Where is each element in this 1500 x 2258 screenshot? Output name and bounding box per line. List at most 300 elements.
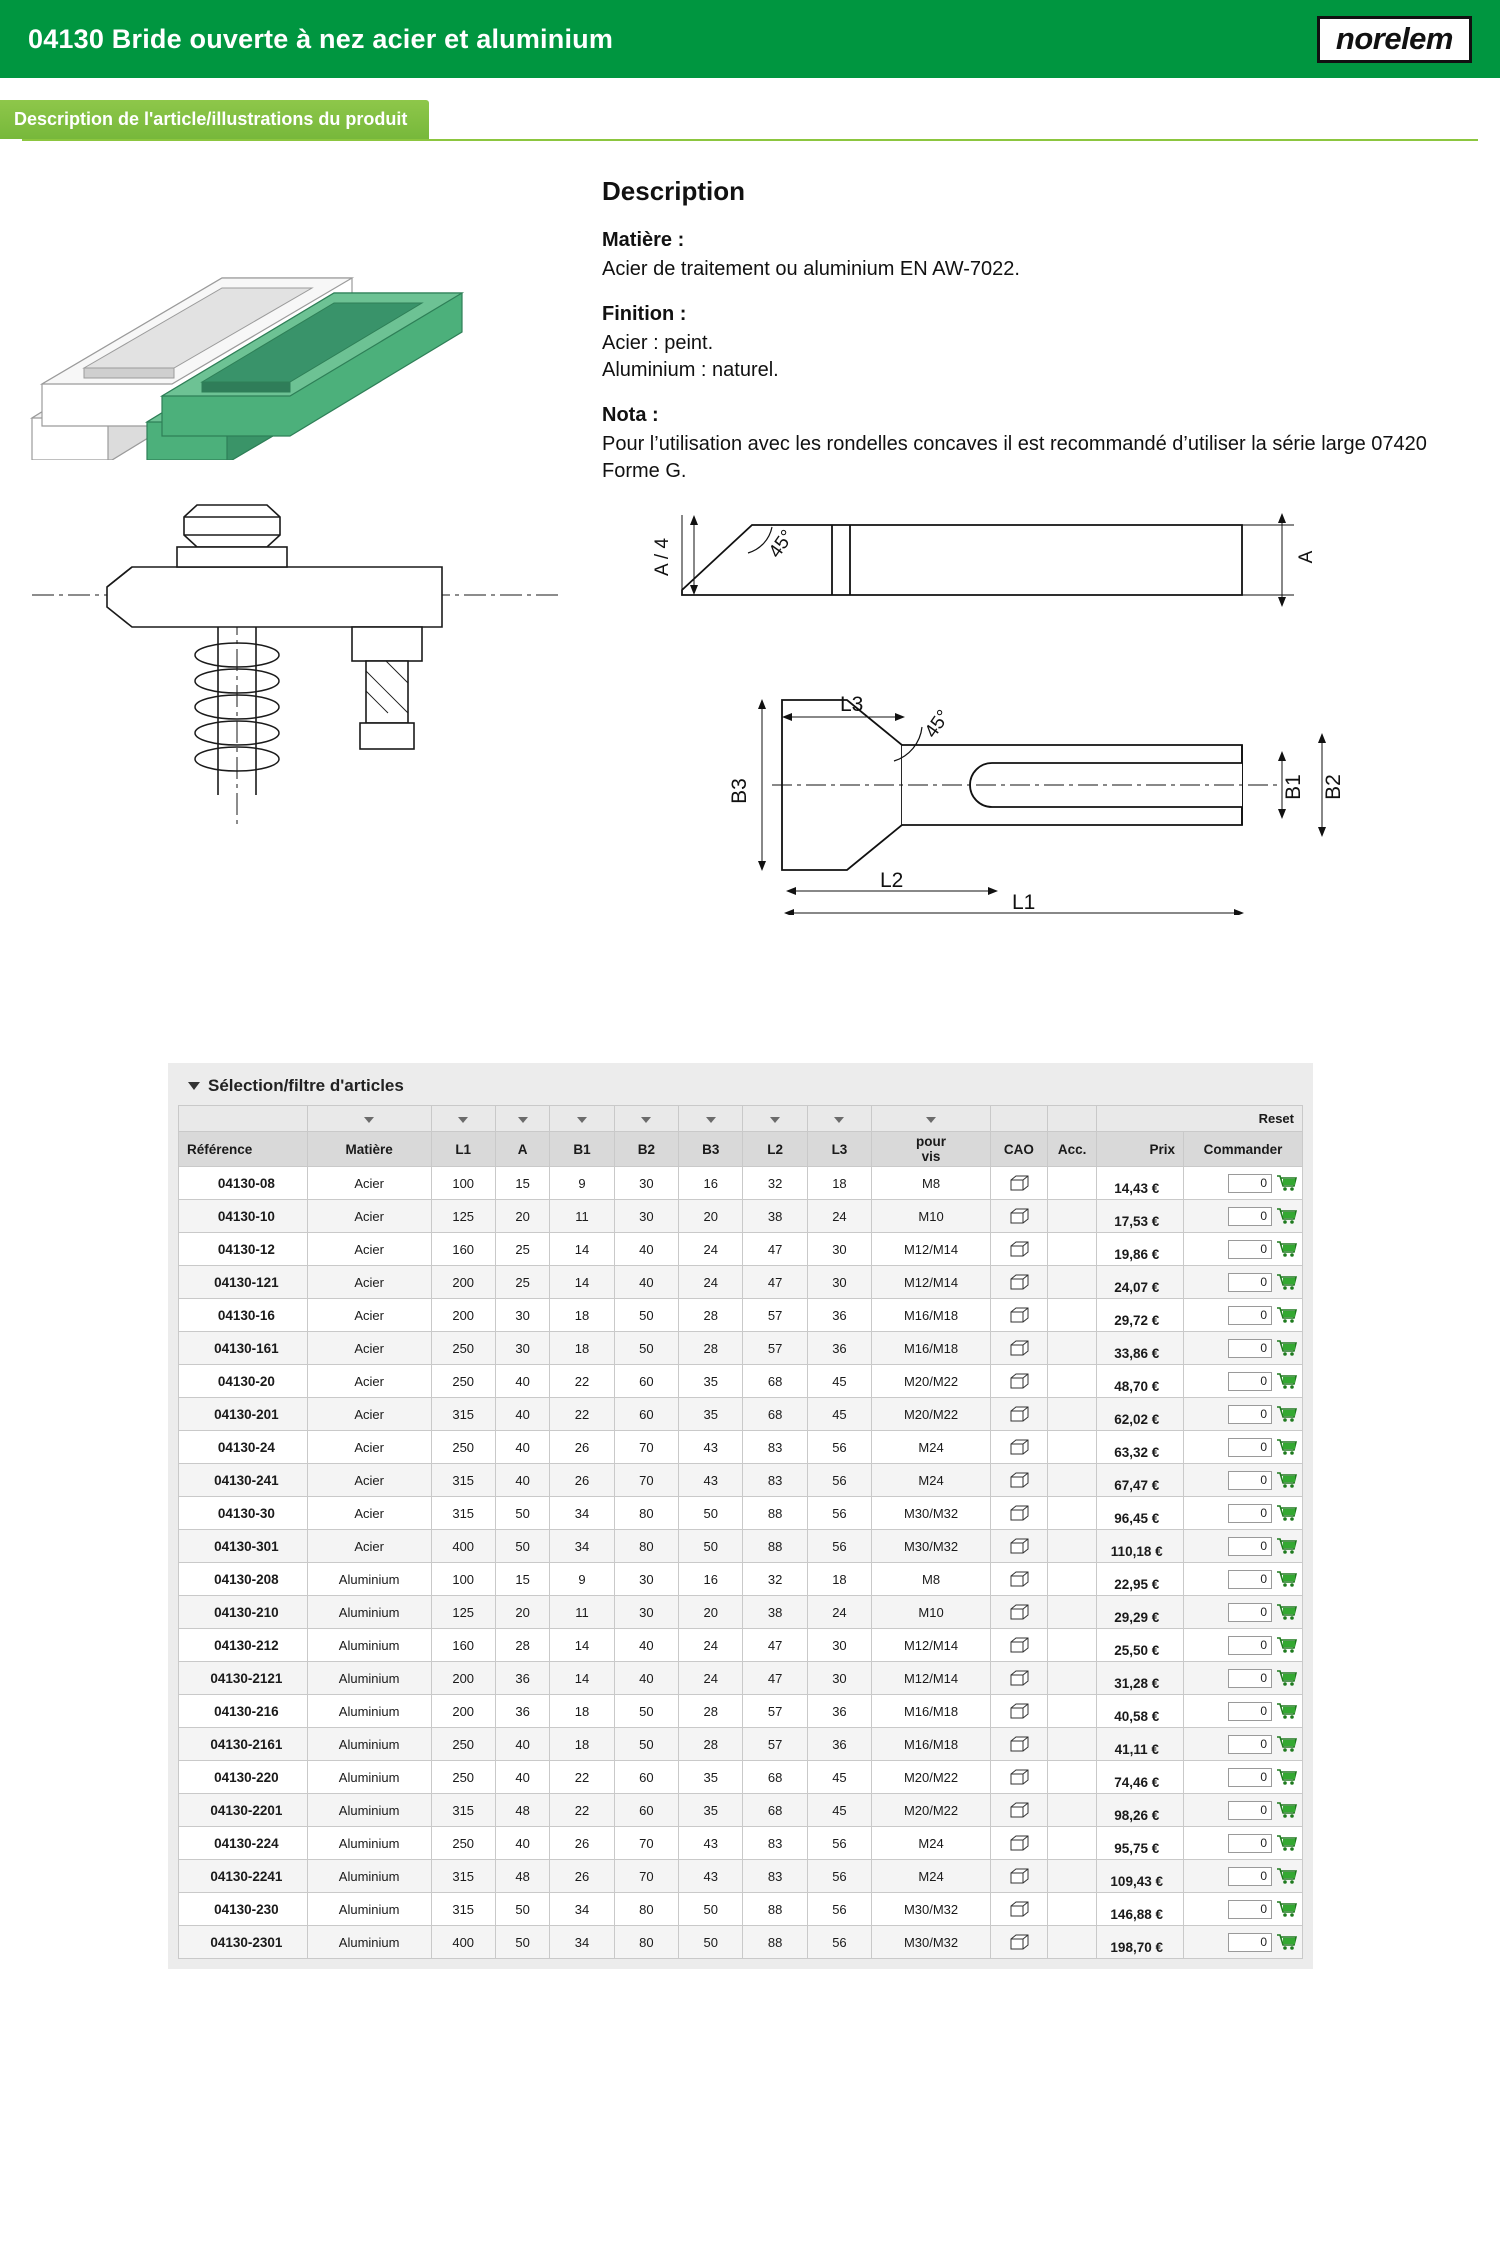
cell-pour-vis: M20/M22: [872, 1398, 991, 1431]
table-row: [179, 1530, 1303, 1563]
quantity-input[interactable]: [1228, 1768, 1272, 1787]
cell-l2: 68: [743, 1398, 807, 1431]
quantity-input[interactable]: [1228, 1834, 1272, 1853]
add-to-cart-icon[interactable]: [1276, 1933, 1298, 1952]
cell-l1: 100: [431, 1563, 495, 1596]
article-selection-panel: [168, 1063, 1313, 1969]
cell-reference[interactable]: 04130-12: [179, 1233, 308, 1266]
filter-header[interactable]: [178, 1071, 1303, 1105]
filter-reference[interactable]: [179, 1106, 308, 1132]
add-to-cart-icon[interactable]: [1276, 1471, 1298, 1490]
cell-b3: 20: [679, 1200, 743, 1233]
cell-price: 41,11 €: [1097, 1728, 1184, 1761]
cell-l2: 68: [743, 1365, 807, 1398]
chevron-down-icon[interactable]: [364, 1117, 374, 1123]
cell-b1: 18: [550, 1299, 614, 1332]
quantity-input[interactable]: [1228, 1405, 1272, 1424]
finition-label: Finition :: [602, 303, 687, 325]
description-block: [582, 160, 1478, 485]
chevron-down-icon[interactable]: [458, 1117, 468, 1123]
col-header-l3[interactable]: L3: [807, 1132, 871, 1167]
add-to-cart-icon[interactable]: [1276, 1768, 1298, 1787]
add-to-cart-icon[interactable]: [1276, 1174, 1298, 1193]
add-to-cart-icon[interactable]: [1276, 1570, 1298, 1589]
cell-order[interactable]: [1184, 1398, 1303, 1431]
cell-order[interactable]: [1184, 1563, 1303, 1596]
cell-price: 24,07 €: [1097, 1266, 1184, 1299]
cell-b1: 14: [550, 1233, 614, 1266]
cell-reference[interactable]: 04130-216: [179, 1695, 308, 1728]
cell-accessories[interactable]: [1047, 1794, 1097, 1827]
cell-pour-vis: M12/M14: [872, 1629, 991, 1662]
cell-b2: 70: [614, 1464, 678, 1497]
cell-accessories[interactable]: [1047, 1728, 1097, 1761]
cell-accessories[interactable]: [1047, 1266, 1097, 1299]
cell-b2: 30: [614, 1563, 678, 1596]
cell-b3: 16: [679, 1563, 743, 1596]
cell-reference[interactable]: 04130-08: [179, 1167, 308, 1200]
quantity-input[interactable]: [1228, 1273, 1272, 1292]
cell-accessories[interactable]: [1047, 1200, 1097, 1233]
cell-reference[interactable]: 04130-161: [179, 1332, 308, 1365]
cell-accessories[interactable]: [1047, 1464, 1097, 1497]
cell-matiere: Acier: [307, 1530, 431, 1563]
cell-reference[interactable]: 04130-2161: [179, 1728, 308, 1761]
cao-download-icon[interactable]: [990, 1728, 1047, 1761]
cell-pour-vis: M10: [872, 1596, 991, 1629]
cao-download-icon[interactable]: [990, 1233, 1047, 1266]
add-to-cart-icon[interactable]: [1276, 1438, 1298, 1457]
cell-accessories[interactable]: [1047, 1596, 1097, 1629]
cell-l3: 56: [807, 1893, 871, 1926]
filter-l2[interactable]: [743, 1106, 807, 1132]
table-row: [179, 1464, 1303, 1497]
cell-l3: 24: [807, 1596, 871, 1629]
chevron-down-icon[interactable]: [518, 1117, 528, 1123]
chevron-down-icon[interactable]: [641, 1117, 651, 1123]
cell-reference[interactable]: 04130-220: [179, 1761, 308, 1794]
cao-download-icon[interactable]: [990, 1629, 1047, 1662]
cell-accessories[interactable]: [1047, 1332, 1097, 1365]
cell-l1: 315: [431, 1497, 495, 1530]
add-to-cart-icon[interactable]: [1276, 1735, 1298, 1754]
quantity-input[interactable]: [1228, 1636, 1272, 1655]
cell-order[interactable]: [1184, 1266, 1303, 1299]
cell-order[interactable]: [1184, 1530, 1303, 1563]
cao-download-icon[interactable]: [990, 1497, 1047, 1530]
norelem-logo: [1317, 16, 1472, 63]
cell-b3: 16: [679, 1167, 743, 1200]
col-header-b1[interactable]: B1: [550, 1132, 614, 1167]
cao-download-icon[interactable]: [990, 1761, 1047, 1794]
filter-l3[interactable]: [807, 1106, 871, 1132]
cell-order[interactable]: [1184, 1497, 1303, 1530]
cell-a: 40: [495, 1728, 549, 1761]
add-to-cart-icon[interactable]: [1276, 1504, 1298, 1523]
cell-b3: 35: [679, 1761, 743, 1794]
cell-b2: 60: [614, 1761, 678, 1794]
cell-order[interactable]: [1184, 1200, 1303, 1233]
cell-a: 25: [495, 1266, 549, 1299]
cell-order[interactable]: [1184, 1299, 1303, 1332]
add-to-cart-icon[interactable]: [1276, 1834, 1298, 1853]
quantity-input[interactable]: [1228, 1933, 1272, 1952]
filter-b3[interactable]: [679, 1106, 743, 1132]
cao-download-icon[interactable]: [990, 1794, 1047, 1827]
cell-accessories[interactable]: [1047, 1530, 1097, 1563]
cell-b1: 34: [550, 1893, 614, 1926]
cell-reference[interactable]: 04130-2201: [179, 1794, 308, 1827]
cell-accessories[interactable]: [1047, 1695, 1097, 1728]
cell-price: 63,32 €: [1097, 1431, 1184, 1464]
col-header-acc[interactable]: Acc.: [1047, 1132, 1097, 1167]
table-row: [179, 1629, 1303, 1662]
cell-l2: 57: [743, 1332, 807, 1365]
label-l3: L3: [840, 693, 864, 716]
cell-b2: 50: [614, 1728, 678, 1761]
cell-l3: 56: [807, 1530, 871, 1563]
cell-order[interactable]: [1184, 1596, 1303, 1629]
cell-b2: 50: [614, 1695, 678, 1728]
cell-l2: 57: [743, 1299, 807, 1332]
add-to-cart-icon[interactable]: [1276, 1603, 1298, 1622]
cell-reference[interactable]: 04130-2121: [179, 1662, 308, 1695]
cell-b1: 14: [550, 1629, 614, 1662]
filter-pour-vis[interactable]: [872, 1106, 991, 1132]
quantity-input[interactable]: [1228, 1603, 1272, 1622]
cao-download-icon[interactable]: [990, 1662, 1047, 1695]
cell-l1: 125: [431, 1596, 495, 1629]
cell-order[interactable]: [1184, 1629, 1303, 1662]
cell-matiere: Acier: [307, 1299, 431, 1332]
cell-reference[interactable]: 04130-2241: [179, 1860, 308, 1893]
cell-order[interactable]: [1184, 1695, 1303, 1728]
cell-price: 198,70 €: [1097, 1926, 1184, 1959]
col-header-matiere[interactable]: Matière: [307, 1132, 431, 1167]
cell-b3: 35: [679, 1794, 743, 1827]
cell-l3: 30: [807, 1662, 871, 1695]
add-to-cart-icon[interactable]: [1276, 1702, 1298, 1721]
cell-l2: 88: [743, 1926, 807, 1959]
cell-accessories[interactable]: [1047, 1827, 1097, 1860]
chevron-down-icon[interactable]: [770, 1117, 780, 1123]
label-b3: B3: [728, 778, 751, 804]
cell-l2: 38: [743, 1596, 807, 1629]
quantity-input[interactable]: [1228, 1306, 1272, 1325]
cell-b2: 50: [614, 1299, 678, 1332]
add-to-cart-icon[interactable]: [1276, 1900, 1298, 1919]
cell-accessories[interactable]: [1047, 1926, 1097, 1959]
cell-accessories[interactable]: [1047, 1167, 1097, 1200]
cell-price: 29,72 €: [1097, 1299, 1184, 1332]
cell-b2: 30: [614, 1596, 678, 1629]
cell-order[interactable]: [1184, 1464, 1303, 1497]
cell-b1: 22: [550, 1365, 614, 1398]
cell-reference[interactable]: 04130-2301: [179, 1926, 308, 1959]
cao-download-icon[interactable]: [990, 1431, 1047, 1464]
quantity-input[interactable]: [1228, 1702, 1272, 1721]
add-to-cart-icon[interactable]: [1276, 1207, 1298, 1226]
cell-b2: 40: [614, 1629, 678, 1662]
table-row: [179, 1860, 1303, 1893]
nota-text: Pour l’utilisation avec les rondelles concaves il est recommandé d’utiliser la série large 07420 Forme G.: [602, 433, 1427, 482]
col-header-prix[interactable]: Prix: [1097, 1132, 1184, 1167]
cell-reference[interactable]: 04130-224: [179, 1827, 308, 1860]
quantity-input[interactable]: [1228, 1735, 1272, 1754]
cell-l1: 160: [431, 1233, 495, 1266]
cell-price: 110,18 €: [1097, 1530, 1184, 1563]
cell-reference[interactable]: 04130-201: [179, 1398, 308, 1431]
cell-l1: 315: [431, 1860, 495, 1893]
cao-download-icon[interactable]: [990, 1860, 1047, 1893]
cell-l2: 68: [743, 1794, 807, 1827]
cell-l3: 36: [807, 1728, 871, 1761]
product-illustration-svg: [22, 160, 562, 460]
cell-l1: 200: [431, 1299, 495, 1332]
cell-order[interactable]: [1184, 1233, 1303, 1266]
cell-accessories[interactable]: [1047, 1497, 1097, 1530]
cell-pour-vis: M12/M14: [872, 1233, 991, 1266]
cell-a: 40: [495, 1761, 549, 1794]
cell-order[interactable]: [1184, 1167, 1303, 1200]
cao-download-icon[interactable]: [990, 1530, 1047, 1563]
cell-pour-vis: M20/M22: [872, 1761, 991, 1794]
cell-b1: 34: [550, 1926, 614, 1959]
cell-reference[interactable]: 04130-24: [179, 1431, 308, 1464]
filter-a[interactable]: [495, 1106, 549, 1132]
table-row: [179, 1926, 1303, 1959]
cell-l3: 24: [807, 1200, 871, 1233]
cell-reference[interactable]: 04130-16: [179, 1299, 308, 1332]
cell-reference[interactable]: 04130-212: [179, 1629, 308, 1662]
description-title: Description: [602, 176, 746, 206]
col-header-b3[interactable]: B3: [679, 1132, 743, 1167]
cell-b3: 35: [679, 1365, 743, 1398]
cell-l1: 315: [431, 1464, 495, 1497]
cell-a: 48: [495, 1794, 549, 1827]
product-photo: [22, 160, 582, 460]
cell-order[interactable]: [1184, 1728, 1303, 1761]
chevron-down-icon[interactable]: [926, 1117, 936, 1123]
chevron-down-icon[interactable]: [834, 1117, 844, 1123]
cell-l1: 100: [431, 1167, 495, 1200]
cell-order[interactable]: [1184, 1662, 1303, 1695]
filter-l1[interactable]: [431, 1106, 495, 1132]
nota-label: Nota :: [602, 404, 659, 426]
cell-order[interactable]: [1184, 1860, 1303, 1893]
cell-b3: 43: [679, 1827, 743, 1860]
collapse-triangle-icon[interactable]: [188, 1082, 200, 1090]
cell-matiere: Aluminium: [307, 1728, 431, 1761]
add-to-cart-icon[interactable]: [1276, 1636, 1298, 1655]
cao-download-icon[interactable]: [990, 1596, 1047, 1629]
col-header-l1[interactable]: L1: [431, 1132, 495, 1167]
quantity-input[interactable]: [1228, 1471, 1272, 1490]
cell-l2: 47: [743, 1233, 807, 1266]
cell-reference[interactable]: 04130-210: [179, 1596, 308, 1629]
cell-b1: 26: [550, 1860, 614, 1893]
cell-l3: 30: [807, 1233, 871, 1266]
cao-download-icon[interactable]: [990, 1695, 1047, 1728]
quantity-input[interactable]: [1228, 1537, 1272, 1556]
cell-reference[interactable]: 04130-20: [179, 1365, 308, 1398]
add-to-cart-icon[interactable]: [1276, 1240, 1298, 1259]
cell-reference[interactable]: 04130-301: [179, 1530, 308, 1563]
quantity-input[interactable]: [1228, 1174, 1272, 1193]
table-row: [179, 1794, 1303, 1827]
cell-b1: 18: [550, 1695, 614, 1728]
add-to-cart-icon[interactable]: [1276, 1306, 1298, 1325]
quantity-input[interactable]: [1228, 1240, 1272, 1259]
finition-line-1: Acier : peint.: [602, 332, 714, 354]
cell-price: 48,70 €: [1097, 1365, 1184, 1398]
cell-matiere: Aluminium: [307, 1860, 431, 1893]
cell-b1: 26: [550, 1827, 614, 1860]
quantity-input[interactable]: [1228, 1669, 1272, 1688]
cao-download-icon[interactable]: [990, 1299, 1047, 1332]
cell-accessories[interactable]: [1047, 1233, 1097, 1266]
cao-download-icon[interactable]: [990, 1266, 1047, 1299]
cell-accessories[interactable]: [1047, 1860, 1097, 1893]
cell-accessories[interactable]: [1047, 1761, 1097, 1794]
section-tab-description: Description de l'article/illustrations du produit: [0, 100, 429, 139]
cell-order[interactable]: [1184, 1365, 1303, 1398]
cao-download-icon[interactable]: [990, 1200, 1047, 1233]
cell-pour-vis: M8: [872, 1563, 991, 1596]
cell-order[interactable]: [1184, 1761, 1303, 1794]
cao-download-icon[interactable]: [990, 1563, 1047, 1596]
chevron-down-icon[interactable]: [577, 1117, 587, 1123]
cell-b2: 80: [614, 1926, 678, 1959]
col-header-a[interactable]: A: [495, 1132, 549, 1167]
cell-l1: 160: [431, 1629, 495, 1662]
cell-reference[interactable]: 04130-208: [179, 1563, 308, 1596]
cell-b2: 80: [614, 1893, 678, 1926]
cell-order[interactable]: [1184, 1893, 1303, 1926]
cell-l3: 45: [807, 1794, 871, 1827]
cell-accessories[interactable]: [1047, 1431, 1097, 1464]
cell-order[interactable]: [1184, 1794, 1303, 1827]
cell-price: 67,47 €: [1097, 1464, 1184, 1497]
cell-reference[interactable]: 04130-241: [179, 1464, 308, 1497]
cao-download-icon[interactable]: [990, 1398, 1047, 1431]
quantity-input[interactable]: [1228, 1570, 1272, 1589]
filter-matiere[interactable]: [307, 1106, 431, 1132]
cell-accessories[interactable]: [1047, 1629, 1097, 1662]
pour-vis-line1: pour: [916, 1134, 947, 1149]
cell-reference[interactable]: 04130-121: [179, 1266, 308, 1299]
quantity-input[interactable]: [1228, 1504, 1272, 1523]
cell-price: 17,53 €: [1097, 1200, 1184, 1233]
cell-b1: 18: [550, 1728, 614, 1761]
cao-download-icon[interactable]: [990, 1365, 1047, 1398]
cell-accessories[interactable]: [1047, 1893, 1097, 1926]
cell-pour-vis: M24: [872, 1431, 991, 1464]
col-header-l2[interactable]: L2: [743, 1132, 807, 1167]
cell-accessories[interactable]: [1047, 1662, 1097, 1695]
quantity-input[interactable]: [1228, 1339, 1272, 1358]
cao-download-icon[interactable]: [990, 1893, 1047, 1926]
cell-b2: 60: [614, 1398, 678, 1431]
cell-b2: 70: [614, 1827, 678, 1860]
cell-accessories[interactable]: [1047, 1398, 1097, 1431]
reset-button[interactable]: Reset: [1097, 1106, 1303, 1132]
quantity-input[interactable]: [1228, 1801, 1272, 1820]
chevron-down-icon[interactable]: [706, 1117, 716, 1123]
cell-pour-vis: M8: [872, 1167, 991, 1200]
cell-pour-vis: M24: [872, 1827, 991, 1860]
table-row: [179, 1200, 1303, 1233]
quantity-input[interactable]: [1228, 1207, 1272, 1226]
cell-l2: 83: [743, 1431, 807, 1464]
add-to-cart-icon[interactable]: [1276, 1669, 1298, 1688]
cao-download-icon[interactable]: [990, 1827, 1047, 1860]
quantity-input[interactable]: [1228, 1438, 1272, 1457]
quantity-input[interactable]: [1228, 1867, 1272, 1886]
cell-reference[interactable]: 04130-10: [179, 1200, 308, 1233]
cell-b2: 40: [614, 1662, 678, 1695]
cell-order[interactable]: [1184, 1332, 1303, 1365]
cell-matiere: Acier: [307, 1398, 431, 1431]
filter-b1[interactable]: [550, 1106, 614, 1132]
cell-l2: 57: [743, 1728, 807, 1761]
add-to-cart-icon[interactable]: [1276, 1801, 1298, 1820]
cell-order[interactable]: [1184, 1926, 1303, 1959]
cao-download-icon[interactable]: [990, 1332, 1047, 1365]
cell-a: 40: [495, 1365, 549, 1398]
col-header-reference[interactable]: Référence: [179, 1132, 308, 1167]
col-header-pour-vis[interactable]: [872, 1132, 991, 1167]
label-l2: L2: [880, 869, 904, 892]
cell-l1: 250: [431, 1761, 495, 1794]
cell-b2: 50: [614, 1332, 678, 1365]
cell-reference[interactable]: 04130-230: [179, 1893, 308, 1926]
add-to-cart-icon[interactable]: [1276, 1867, 1298, 1886]
add-to-cart-icon[interactable]: [1276, 1537, 1298, 1556]
cao-download-icon[interactable]: [990, 1926, 1047, 1959]
add-to-cart-icon[interactable]: [1276, 1372, 1298, 1391]
cell-order[interactable]: [1184, 1431, 1303, 1464]
section-tab-bar: [0, 100, 1500, 146]
page-header: [0, 0, 1500, 78]
col-header-cao[interactable]: CAO: [990, 1132, 1047, 1167]
table-row: [179, 1299, 1303, 1332]
cell-l2: 32: [743, 1167, 807, 1200]
add-to-cart-icon[interactable]: [1276, 1339, 1298, 1358]
cell-b1: 14: [550, 1266, 614, 1299]
cao-download-icon[interactable]: [990, 1167, 1047, 1200]
add-to-cart-icon[interactable]: [1276, 1273, 1298, 1292]
cell-accessories[interactable]: [1047, 1563, 1097, 1596]
cell-reference[interactable]: 04130-30: [179, 1497, 308, 1530]
cell-l1: 200: [431, 1695, 495, 1728]
filter-b2[interactable]: [614, 1106, 678, 1132]
cell-l2: 32: [743, 1563, 807, 1596]
quantity-input[interactable]: [1228, 1372, 1272, 1391]
cell-accessories[interactable]: [1047, 1299, 1097, 1332]
cell-l1: 250: [431, 1728, 495, 1761]
cao-download-icon[interactable]: [990, 1464, 1047, 1497]
cell-l2: 83: [743, 1827, 807, 1860]
add-to-cart-icon[interactable]: [1276, 1405, 1298, 1424]
col-header-b2[interactable]: B2: [614, 1132, 678, 1167]
cell-accessories[interactable]: [1047, 1365, 1097, 1398]
cell-order[interactable]: [1184, 1827, 1303, 1860]
cell-matiere: Acier: [307, 1497, 431, 1530]
table-row: [179, 1332, 1303, 1365]
cell-pour-vis: M10: [872, 1200, 991, 1233]
quantity-input[interactable]: [1228, 1900, 1272, 1919]
